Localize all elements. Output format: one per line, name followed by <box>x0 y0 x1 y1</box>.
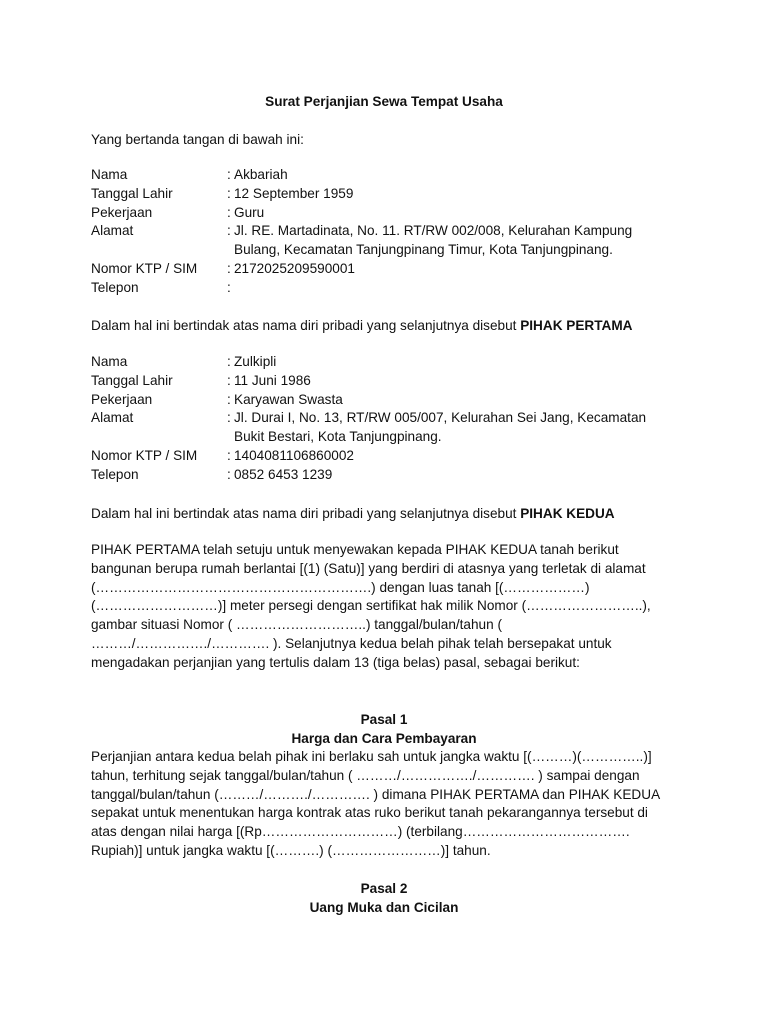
pasal2-number: Pasal 2 <box>360 881 408 896</box>
field-label: Tanggal Lahir <box>91 372 173 388</box>
party1-designation: PIHAK PERTAMA <box>520 318 633 333</box>
field-label: Pekerjaan <box>91 204 153 220</box>
field-value: Akbariah <box>234 167 288 182</box>
field-colon: : <box>227 372 231 388</box>
paragraph-line: gambar situasi Nomor ( ………………………..) tanggal/bulan/tahun ( <box>91 617 502 632</box>
field-colon: : <box>227 447 231 463</box>
field-value: Jl. Durai I, No. 13, RT/RW 005/007, Kelurahan Sei Jang, Kecamatan Bukit Bestari, Kota Tanjungpinang. <box>234 410 647 444</box>
field-value: Zulkipli <box>234 354 277 369</box>
field-label: Alamat <box>91 410 134 426</box>
field-colon: : <box>227 204 231 220</box>
party2-identity <box>91 353 691 484</box>
field-label: Nomor KTP / SIM <box>91 447 198 463</box>
paragraph-line: tahun, terhitung sejak tanggal/bulan/tahun ( ………/……………./…………. ) sampai dengan <box>91 767 640 783</box>
field-label: Telepon <box>91 466 139 482</box>
field-label: Nomor KTP / SIM <box>91 260 198 276</box>
agreement-paragraph <box>91 541 656 672</box>
party1-row-occupation <box>91 204 691 223</box>
field-value: 1404081106860002 <box>234 447 354 463</box>
field-value: 12 September 1959 <box>234 185 354 201</box>
paragraph-line: Perjanjian antara kedua belah pihak ini berlaku sah untuk jangka waktu [(………)(…………..)] <box>91 749 652 764</box>
party2-row-address <box>91 409 691 447</box>
field-value: Jl. RE. Martadinata, No. 11. RT/RW 002/008, Kelurahan Kampung Bulang, Kecamatan Tanjungpinang Timur, Kota Tanjungpinang. <box>234 223 633 257</box>
field-label: Nama <box>91 354 128 369</box>
field-label: Pekerjaan <box>91 391 153 407</box>
field-colon: : <box>227 354 231 369</box>
paragraph-line: Rupiah)] untuk jangka waktu [(……….) (……………………)] tahun. <box>91 842 491 858</box>
paragraph-line: ………/……………./…………. ). Selanjutnya kedua belah pihak telah bersepakat untuk <box>91 635 612 651</box>
party1-statement: Dalam hal ini bertindak atas nama diri pribadi yang selanjutnya disebut PIHAK PERTAMA <box>91 318 633 333</box>
field-colon: : <box>227 260 231 276</box>
party1-row-phone <box>91 279 691 298</box>
party1-row-id-number <box>91 260 691 279</box>
party2-row-name <box>91 353 691 372</box>
party2-row-phone <box>91 466 691 485</box>
pasal2-heading: Uang Muka dan Cicilan <box>309 900 459 915</box>
party2-row-birthdate <box>91 372 691 391</box>
field-value: 2172025209590001 <box>234 260 355 276</box>
document-title: Surat Perjanjian Sewa Tempat Usaha <box>265 94 503 109</box>
field-colon: : <box>227 410 231 426</box>
intro-text: Yang bertanda tangan di bawah ini: <box>91 132 304 147</box>
paragraph-line: sepakat untuk menentukan harga kontrak atas ruko berikut tanah pekarangannya tersebut di <box>91 805 648 821</box>
pasal1-heading: Harga dan Cara Pembayaran <box>291 731 477 746</box>
paragraph-line: (………………………)] meter persegi dengan sertifikat hak milik Nomor (……………………..), <box>91 598 651 614</box>
field-colon: : <box>227 185 231 201</box>
paragraph-line: (…………………………………………………….) dengan luas tanah [(………………) <box>91 579 590 595</box>
paragraph-line: mengadakan perjanjian yang tertulis dalam 13 (tiga belas) pasal, sebagai berikut: <box>91 654 580 670</box>
field-label: Tanggal Lahir <box>91 185 173 201</box>
party1-row-name <box>91 166 691 185</box>
field-colon: : <box>227 223 231 239</box>
field-colon: : <box>227 167 231 182</box>
party2-statement: Dalam hal ini bertindak atas nama diri pribadi yang selanjutnya disebut PIHAK KEDUA <box>91 506 615 521</box>
field-value: 11 Juni 1986 <box>234 372 311 388</box>
field-value: Karyawan Swasta <box>234 391 343 407</box>
paragraph-line: PIHAK PERTAMA telah setuju untuk menyewakan kepada PIHAK KEDUA tanah berikut <box>91 542 619 557</box>
party1-row-address <box>91 222 691 260</box>
paragraph-line: tanggal/bulan/tahun (………/………./…………. ) dimana PIHAK PERTAMA dan PIHAK KEDUA <box>91 786 661 802</box>
pasal1-number: Pasal 1 <box>360 712 408 727</box>
party1-row-birthdate <box>91 185 691 204</box>
paragraph-line: atas dengan nilai harga [(Rp…………………………) (terbilang………………………………. <box>91 824 630 839</box>
field-label: Telepon <box>91 279 139 295</box>
field-colon: : <box>227 466 231 482</box>
field-label: Alamat <box>91 223 134 239</box>
paragraph-line: bangunan berupa rumah berlantai [(1) (Satu)] yang berdiri di atasnya yang terletak di alamat <box>91 560 646 576</box>
field-value: 0852 6453 1239 <box>234 466 333 482</box>
field-label: Nama <box>91 167 128 182</box>
field-colon: : <box>227 391 231 407</box>
party2-row-occupation <box>91 391 691 410</box>
field-value: Guru <box>234 204 265 220</box>
party1-identity <box>91 166 691 297</box>
pasal1-paragraph <box>91 748 661 861</box>
party2-designation: PIHAK KEDUA <box>520 506 615 521</box>
field-colon: : <box>227 279 231 295</box>
party2-row-id-number <box>91 447 691 466</box>
